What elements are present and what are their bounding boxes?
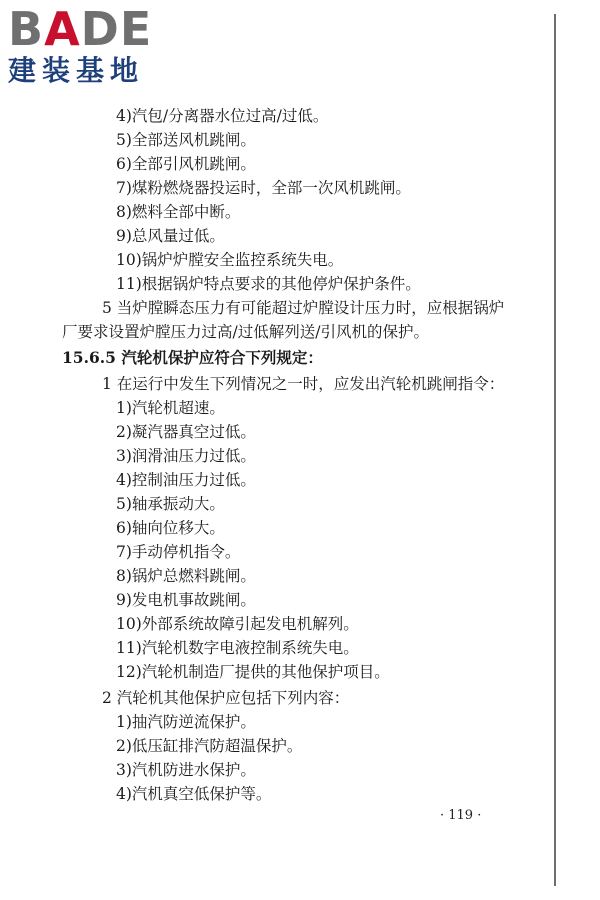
list-item: 10)锅炉炉膛安全监控系统失电。 bbox=[116, 251, 344, 269]
bade-logo bbox=[8, 4, 178, 86]
page-number: · 119 · bbox=[440, 808, 482, 823]
list-item: 1)抽汽防逆流保护。 bbox=[116, 713, 256, 731]
list-item: 4)控制油压力过低。 bbox=[116, 471, 256, 489]
list-item: 4)汽机真空低保护等。 bbox=[116, 785, 272, 803]
clause-paragraph: 2 汽轮机其他保护应包括下列内容： bbox=[102, 689, 350, 707]
list-item: 2)低压缸排汽防超温保护。 bbox=[116, 737, 303, 755]
list-item: 6)轴向位移大。 bbox=[116, 519, 225, 537]
list-item: 8)燃料全部中断。 bbox=[116, 203, 241, 221]
clause-paragraph: 1 在运行中发生下列情况之一时，应发出汽轮机跳闸指令： bbox=[102, 375, 505, 393]
list-item: 3)汽机防进水保护。 bbox=[116, 761, 256, 779]
list-item: 1)汽轮机超速。 bbox=[116, 399, 225, 417]
logo-wordmark: BADE bbox=[8, 2, 153, 56]
clause-paragraph-continued: 厂要求设置炉膛压力过高/过低解列送/引风机的保护。 bbox=[62, 323, 429, 341]
list-item: 11)根据锅炉特点要求的其他停炉保护条件。 bbox=[116, 275, 421, 293]
list-item: 11)汽轮机数字电液控制系统失电。 bbox=[116, 639, 359, 657]
list-item: 5)全部送风机跳闸。 bbox=[116, 131, 256, 149]
list-item: 6)全部引风机跳闸。 bbox=[116, 155, 256, 173]
list-item: 5)轴承振动大。 bbox=[116, 495, 225, 513]
list-item: 9)发电机事故跳闸。 bbox=[116, 591, 256, 609]
section-heading: 15.6.5 汽轮机保护应符合下列规定： bbox=[62, 348, 323, 367]
list-item: 2)凝汽器真空过低。 bbox=[116, 423, 256, 441]
list-item: 8)锅炉总燃料跳闸。 bbox=[116, 567, 256, 585]
list-item: 7)手动停机指令。 bbox=[116, 543, 241, 561]
clause-paragraph: 5 当炉膛瞬态压力有可能超过炉膛设计压力时，应根据锅炉 bbox=[102, 299, 505, 317]
page-spine-line bbox=[554, 14, 556, 886]
list-item: 9)总风量过低。 bbox=[116, 227, 225, 245]
list-item: 10)外部系统故障引起发电机解列。 bbox=[116, 615, 359, 633]
list-item: 12)汽轮机制造厂提供的其他保护项目。 bbox=[116, 663, 390, 681]
logo-subtitle: 建装基地 bbox=[8, 54, 145, 87]
list-item: 4)汽包/分离器水位过高/过低。 bbox=[116, 107, 329, 125]
list-item: 3)润滑油压力过低。 bbox=[116, 447, 256, 465]
list-item: 7)煤粉燃烧器投运时，全部一次风机跳闸。 bbox=[116, 179, 411, 197]
